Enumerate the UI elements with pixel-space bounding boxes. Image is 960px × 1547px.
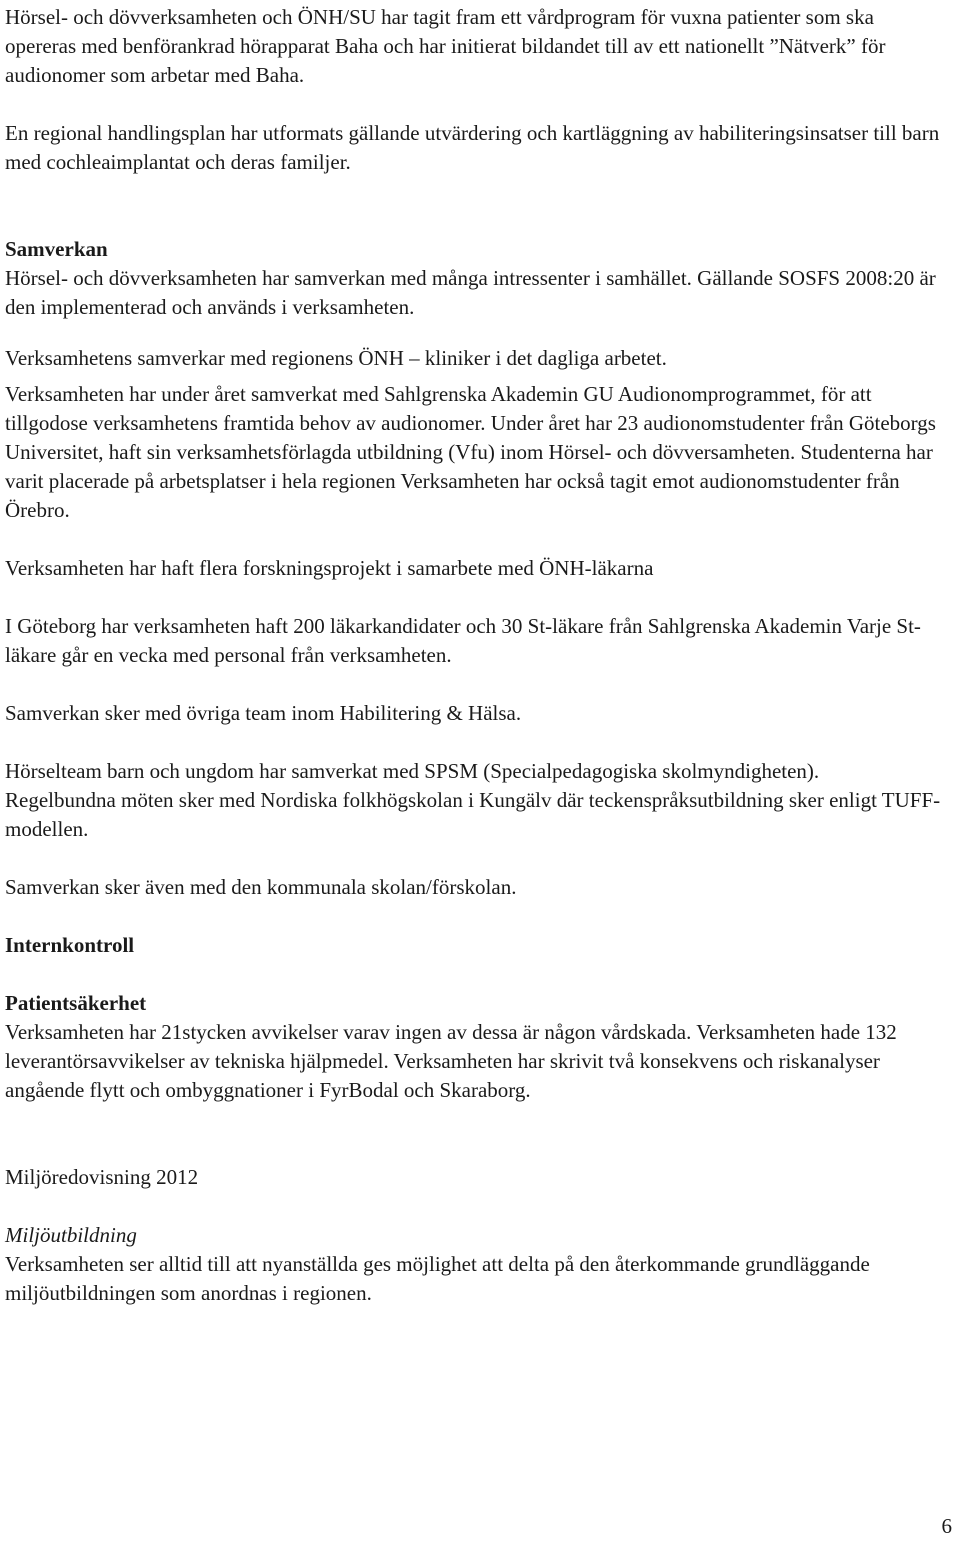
paragraph-skolan: Samverkan sker även med den kommunala skolan/förskolan.	[5, 875, 517, 899]
heading-samverkan: Samverkan	[5, 237, 108, 261]
paragraph-audionomprogrammet: Verksamheten har under året samverkat med Sahlgrenska Akademin GU Audionomprogrammet, för att tillgodose verksamhetens framtida behov av audionomer. Under året har 23 audionomstudenter från Göteborgs Universitet, haft sin verksamhetsförlagda utbildning (Vfu) inom Hörsel- och dövversamheten. Studenterna har varit placerade på arbetsplatser i hela regionen Verksamheten har också tagit emot audionomstudenter från Örebro.	[5, 382, 936, 522]
paragraph-baha: Hörsel- och dövverksamheten och ÖNH/SU har tagit fram ett vårdprogram för vuxna patienter som ska opereras med benförankrad hörapparat Baha och har initierat bildandet till av ett nationellt ”Nätverk” för audionomer som arbetar med Baha.	[5, 5, 886, 87]
heading-patientsakerhet: Patientsäkerhet	[5, 991, 147, 1015]
heading-internkontroll: Internkontroll	[5, 933, 135, 957]
paragraph-miljoutbildning: Verksamheten ser alltid till att nyanställda ges möjlighet att delta på den återkommande grundläggande miljöutbildningen som anordnas i regionen.	[5, 1252, 870, 1305]
page-number: 6	[941, 1514, 952, 1538]
paragraph-nordiska: Regelbundna möten sker med Nordiska folkhögskolan i Kungälv där teckenspråksutbildning sker enligt TUFF-modellen.	[5, 788, 941, 841]
paragraph-handlingsplan: En regional handlingsplan har utformats gällande utvärdering och kartläggning av habiliteringsinsatser till barn med cochleaimplantat och deras familjer.	[5, 121, 940, 174]
heading-miljoredovisning: Miljöredovisning 2012	[5, 1165, 199, 1189]
heading-miljoutbildning: Miljöutbildning	[5, 1223, 137, 1247]
paragraph-spsm: Hörselteam barn och ungdom har samverkat med SPSM (Specialpedagogiska skolmyndigheten).	[5, 759, 820, 783]
paragraph-lakarkandidater: I Göteborg har verksamheten haft 200 läkarkandidater och 30 St-läkare från Sahlgrenska Akademin Varje St- läkare går en vecka med personal från verksamheten.	[5, 614, 921, 667]
paragraph-forskning: Verksamheten har haft flera forskningsprojekt i samarbete med ÖNH-läkarna	[5, 556, 654, 580]
document-page	[5, 0, 950, 1308]
paragraph-onh: Verksamhetens samverkar med regionens ÖNH – kliniker i det dagliga arbetet.	[5, 346, 667, 370]
paragraph-samverkan-intro: Hörsel- och dövverksamheten har samverkan med många intressenter i samhället. Gällande SOSFS 2008:20 är den implementerad och används i verksamheten.	[5, 266, 936, 319]
paragraph-habilitering: Samverkan sker med övriga team inom Habilitering & Hälsa.	[5, 701, 522, 725]
paragraph-avvikelser: Verksamheten har 21stycken avvikelser varav ingen av dessa är någon vårdskada. Verksamheten hade 132 leverantörsavvikelser av tekniska hjälpmedel. Verksamheten har skrivit två konsekvens och riskanalyser angående flytt och ombyggnationer i FyrBodal och Skaraborg.	[5, 1020, 897, 1102]
